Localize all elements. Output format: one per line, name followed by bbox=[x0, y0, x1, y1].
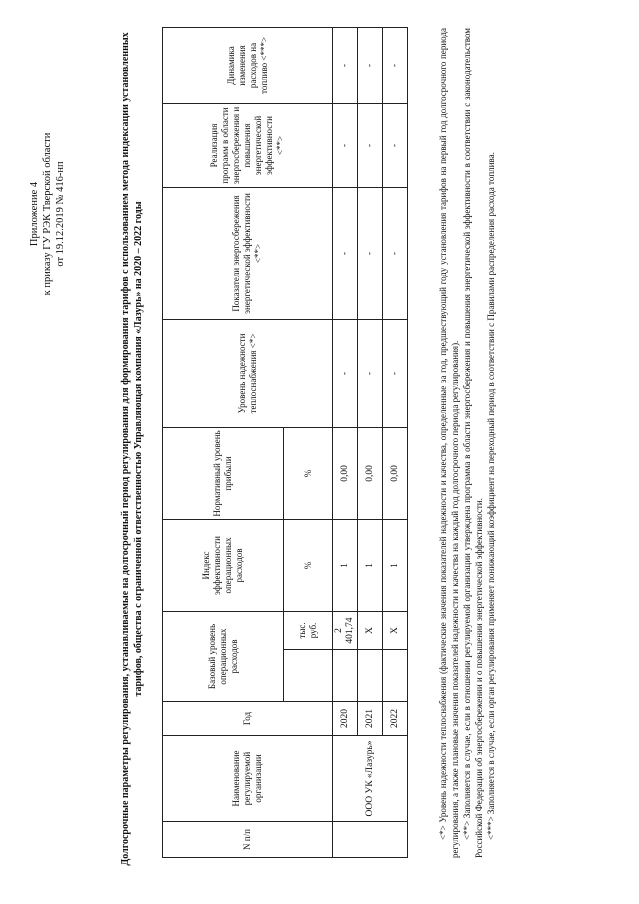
cell-org-name: ООО УК «Лазурь» bbox=[333, 736, 408, 822]
cell-base: Х bbox=[358, 611, 383, 649]
cell-base: 2 401,74 bbox=[333, 611, 358, 649]
cell-program: - bbox=[383, 103, 408, 187]
table-row bbox=[358, 27, 383, 857]
footnotes bbox=[437, 28, 497, 858]
units-spacer bbox=[284, 650, 333, 702]
header-index: Индекс эффективности операционных расходов bbox=[163, 519, 284, 611]
header-num: N п/п bbox=[163, 822, 333, 858]
header-energy: Показатели энергосбережения энергетической эффективности <**> bbox=[163, 187, 333, 319]
units-index: % bbox=[284, 519, 333, 611]
cell-spacer bbox=[358, 650, 383, 702]
cell-fuel: - bbox=[333, 27, 358, 103]
cell-program: - bbox=[333, 103, 358, 187]
cell-fuel: - bbox=[383, 27, 408, 103]
appendix-number: Приложение 4 bbox=[29, 181, 40, 247]
table-row bbox=[383, 27, 408, 857]
cell-reliability: - bbox=[333, 319, 358, 427]
cell-spacer bbox=[333, 650, 358, 702]
cell-year: 2021 bbox=[358, 702, 383, 736]
cell-program: - bbox=[358, 103, 383, 187]
appendix-order: к приказу ГУ РЭК Тверской области bbox=[42, 132, 53, 296]
appendix-date: от 19.12.2019 № 416-нп bbox=[55, 161, 66, 267]
parameters-table bbox=[162, 27, 408, 858]
appendix-reference bbox=[28, 64, 67, 364]
table-header-row bbox=[163, 27, 284, 857]
header-program: Реализация программ в области энергосбережения и повышения энергетической эффективности <**> bbox=[163, 103, 333, 187]
units-profit: % bbox=[284, 427, 333, 519]
table-row bbox=[333, 27, 358, 857]
cell-reliability: - bbox=[358, 319, 383, 427]
footnote-reliability: <*> Уровень надежности теплоснабжения (фактические значения показателей надежности и качества, определенные за год, предшествующий году установления тарифов на первый год долгосрочного периода регулирования, а также плановые значения показателей надежности и качества на каждый год долгосрочного периода регулирования). bbox=[438, 28, 460, 858]
header-org: Наименование регулируемой организации bbox=[163, 736, 333, 822]
header-profit: Нормативный уровень прибыли bbox=[163, 427, 284, 519]
cell-year: 2022 bbox=[383, 702, 408, 736]
cell-profit: 0,00 bbox=[383, 427, 408, 519]
header-base: Базовый уровень операционных расходов bbox=[163, 611, 284, 701]
cell-index: 1 bbox=[358, 519, 383, 611]
footnote-fuel: <***> Заполняется в случае, если орган регулирования применяет понижающий коэффициент на переходный период в соответствии с Правилами распределения расхода топлива. bbox=[486, 152, 496, 840]
cell-energy: - bbox=[358, 187, 383, 319]
header-year: Год bbox=[163, 702, 333, 736]
cell-index: 1 bbox=[383, 519, 408, 611]
cell-energy: - bbox=[333, 187, 358, 319]
cell-energy: - bbox=[383, 187, 408, 319]
cell-spacer bbox=[383, 650, 408, 702]
document-title: Долгосрочные параметры регулирования, устанавливаемые на долгосрочный период регулирования для формирования тарифов с использованием метода индексации установленных тарифов, общества с ограниченной ответственностью Управляющая компания «Лазурь» на 2020 – 2022 годы bbox=[120, 32, 144, 866]
header-reliability: Уровень надежности теплоснабжения <*> bbox=[163, 319, 333, 427]
header-fuel: Динамика изменения расходов на топливо <***> bbox=[163, 27, 333, 103]
cell-year: 2020 bbox=[333, 702, 358, 736]
cell-profit: 0,00 bbox=[333, 427, 358, 519]
cell-reliability: - bbox=[383, 319, 408, 427]
footnote-energy-program: <**> Заполняется в случае, если в отношении регулируемой организации утверждена программа в области энергосбережения и повышения энергетической эффективности в соответствии с законодательством Российской Федерации об энергосбережении и о повышении энергетической эффективности. bbox=[462, 28, 484, 858]
cell-profit: 0,00 bbox=[358, 427, 383, 519]
cell-num bbox=[333, 822, 408, 858]
cell-index: 1 bbox=[333, 519, 358, 611]
cell-fuel: - bbox=[358, 27, 383, 103]
cell-base: Х bbox=[383, 611, 408, 649]
units-base: тыс. руб. bbox=[284, 611, 333, 649]
